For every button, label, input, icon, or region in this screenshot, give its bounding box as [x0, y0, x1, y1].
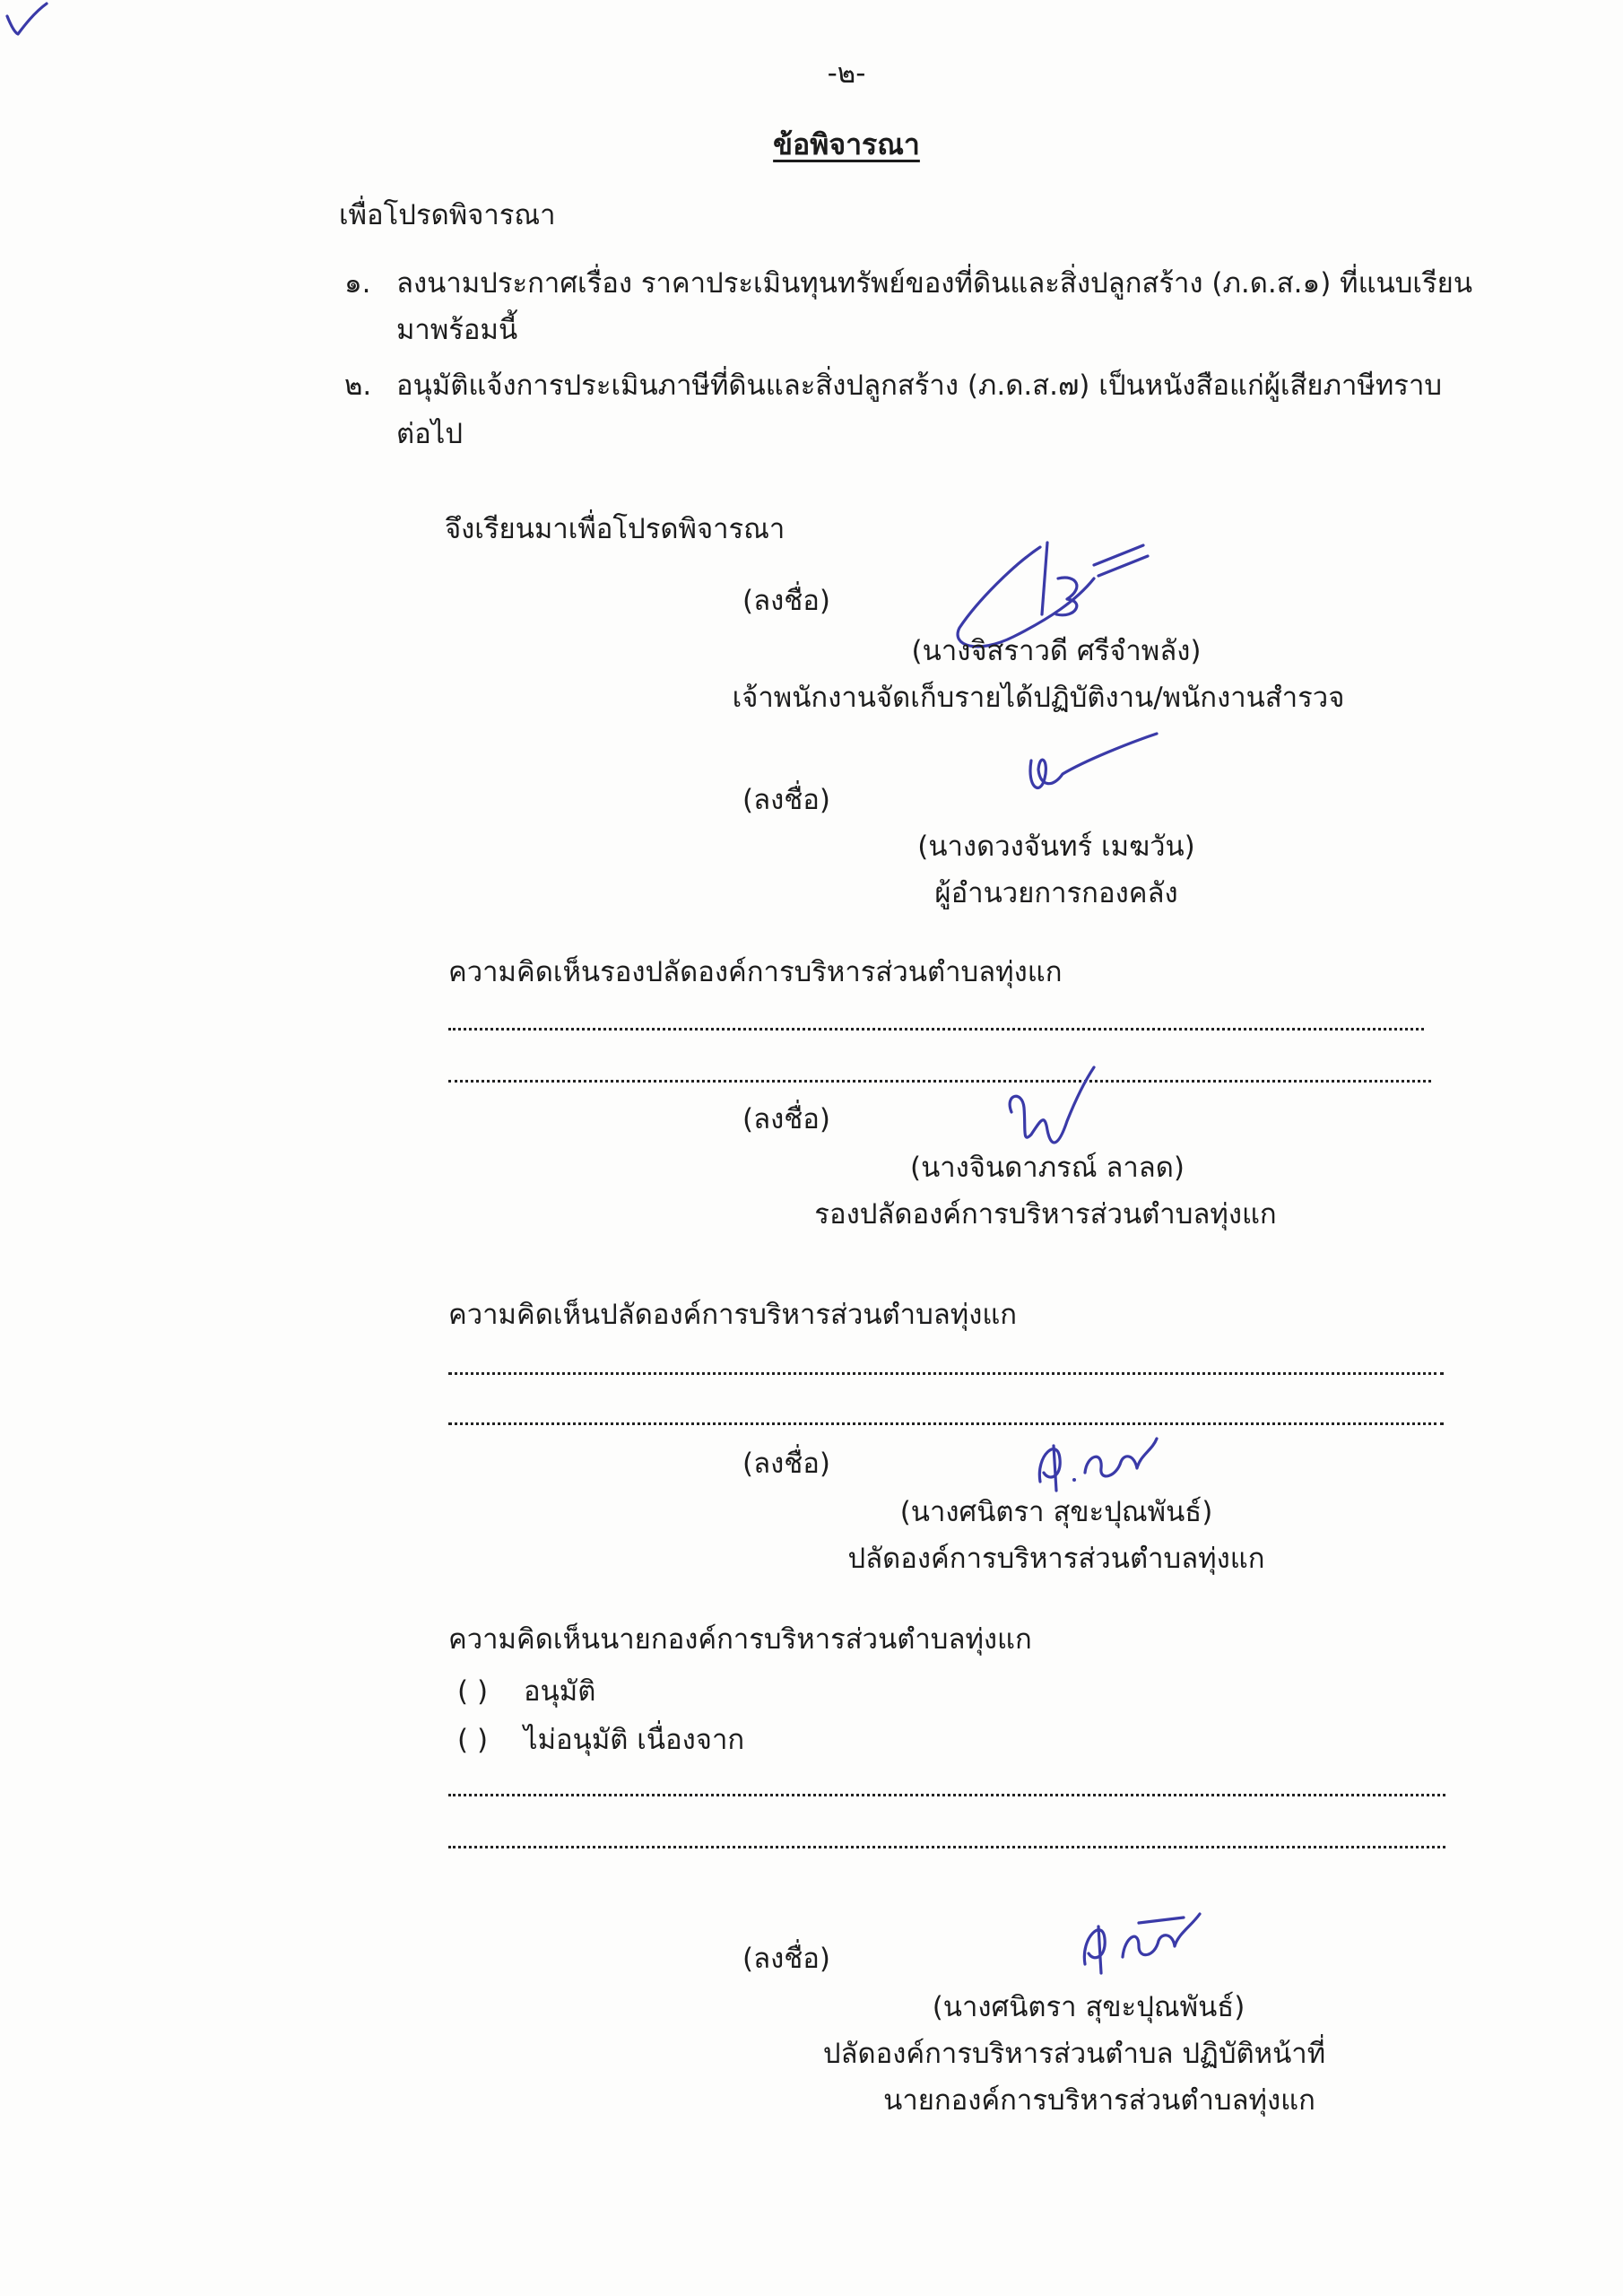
checkmark-icon	[0, 0, 54, 40]
reject-label: ไม่อนุมัติ เนื่องจาก	[524, 1724, 745, 1756]
signer-1-position: เจ้าพนักงานจัดเก็บรายได้ปฏิบัติงาน/พนักงานสำรวจ	[732, 682, 1345, 714]
sign-label-4: (ลงชื่อ)	[742, 1448, 830, 1480]
sign-label-2: (ลงชื่อ)	[742, 784, 830, 816]
opinion-mayor-line-2	[448, 1846, 1445, 1848]
signer-2-name: (นางดวงจันทร์ เมฆวัน)	[917, 831, 1195, 863]
sign-label-1: (ลงชื่อ)	[742, 585, 830, 617]
opinion-mayor-heading: ความคิดเห็นนายกองค์การบริหารส่วนตำบลทุ่งแก	[448, 1623, 1032, 1656]
signer-1-name: (นางจิสราวดี ศรีจำพลัง)	[911, 635, 1202, 667]
opinion-deputy-line-2	[448, 1080, 1431, 1083]
closing-text: จึงเรียนมาเพื่อโปรดพิจารณา	[445, 513, 785, 545]
item-1-line-1: ลงนามประกาศเรื่อง ราคาประเมินทุนทรัพย์ของที่ดินและสิ่งปลูกสร้าง (ภ.ด.ส.๑) ที่แนบเรียน	[396, 267, 1473, 300]
approve-label: อนุมัติ	[524, 1675, 596, 1708]
signer-5-position-line-2: นายกองค์การบริหารส่วนตำบลทุ่งแก	[883, 2084, 1315, 2117]
signer-4-position: ปลัดองค์การบริหารส่วนตำบลทุ่งแก	[847, 1543, 1265, 1575]
opinion-clerk-heading: ความคิดเห็นปลัดองค์การบริหารส่วนตำบลทุ่งแก	[448, 1299, 1018, 1331]
signer-4-name: (นางศนิตรา สุขะปุณพันธ์)	[899, 1496, 1213, 1528]
opinion-deputy-heading: ความคิดเห็นรองปลัดองค์การบริหารส่วนตำบลทุ่งแก	[448, 956, 1063, 988]
page-title: ข้อพิจารณา	[773, 127, 920, 161]
signature-2	[1013, 725, 1193, 814]
signature-4	[1031, 1428, 1166, 1500]
intro-text: เพื่อโปรดพิจารณา	[339, 199, 556, 231]
signature-5	[1076, 1901, 1211, 1982]
signer-3-position: รองปลัดองค์การบริหารส่วนตำบลทุ่งแก	[814, 1198, 1277, 1231]
item-1-number: ๑.	[344, 267, 371, 300]
page-number: -๒-	[827, 57, 866, 90]
item-1-line-2: มาพร้อมนี้	[396, 314, 518, 346]
opinion-clerk-line-2	[448, 1422, 1444, 1425]
approve-checkbox: ( )	[457, 1675, 489, 1708]
item-2-line-1: อนุมัติแจ้งการประเมินภาษีที่ดินและสิ่งปลูกสร้าง (ภ.ด.ส.๗) เป็นหนังสือแก่ผู้เสียภาษีทราบ	[396, 370, 1443, 402]
sign-label-5: (ลงชื่อ)	[742, 1943, 830, 1975]
sign-label-3: (ลงชื่อ)	[742, 1103, 830, 1135]
opinion-mayor-line-1	[448, 1794, 1445, 1796]
signer-5-position-line-1: ปลัดองค์การบริหารส่วนตำบล ปฏิบัติหน้าที่	[822, 2038, 1326, 2070]
item-2-line-2: ต่อไป	[396, 418, 464, 450]
opinion-deputy-line-1	[448, 1028, 1424, 1031]
opinion-clerk-line-1	[448, 1372, 1444, 1375]
reject-checkbox: ( )	[457, 1724, 489, 1756]
signer-5-name: (นางศนิตรา สุขะปุณพันธ์)	[932, 1991, 1245, 2023]
item-2-number: ๒.	[344, 370, 372, 402]
signer-2-position: ผู้อำนวยการกองคลัง	[934, 877, 1178, 909]
signer-3-name: (นางจินดาภรณ์ ลาลด)	[909, 1152, 1185, 1184]
